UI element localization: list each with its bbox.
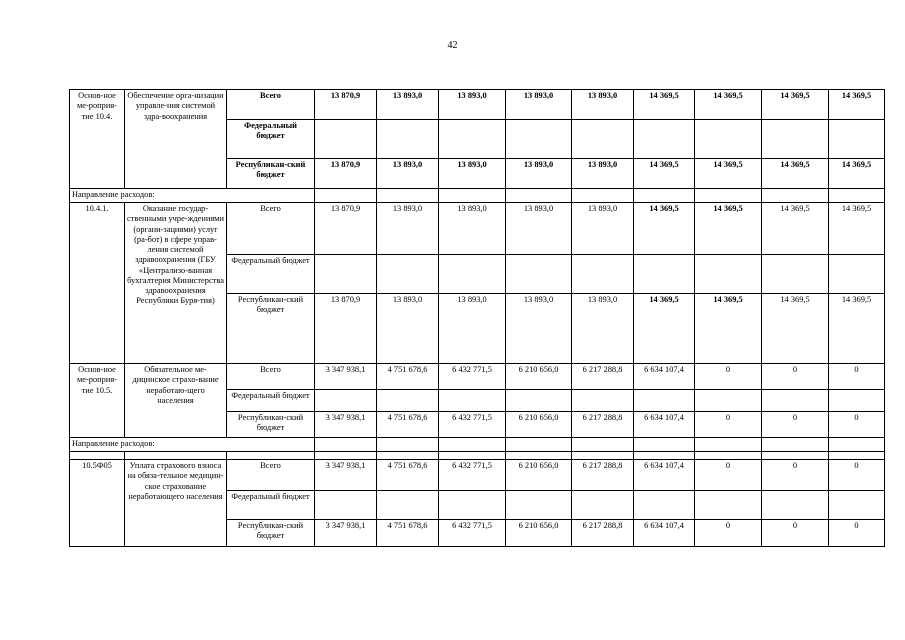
value-federal xyxy=(439,120,506,159)
value-total: 14 369,5 xyxy=(829,90,885,120)
table-row-direction xyxy=(70,438,885,452)
value-republican: 0 xyxy=(695,412,762,438)
value-total: 13 870,9 xyxy=(315,90,377,120)
value-total: 14 369,5 xyxy=(695,90,762,120)
value-republican: 6 634 107,4 xyxy=(634,412,695,438)
value-total: 13 893,0 xyxy=(439,203,506,255)
row-label-total: Всего xyxy=(227,90,315,120)
value-republican: 13 893,0 xyxy=(377,294,439,364)
table-row xyxy=(70,90,885,120)
empty-cell xyxy=(762,189,829,203)
value-federal xyxy=(506,255,572,294)
value-federal xyxy=(695,255,762,294)
value-total: 6 210 656,0 xyxy=(506,460,572,491)
table-row xyxy=(70,364,885,390)
value-federal xyxy=(506,120,572,159)
row-label-total: Всего xyxy=(227,460,315,491)
value-republican: 0 xyxy=(762,520,829,547)
value-federal xyxy=(695,120,762,159)
row-label-federal: Федеральный бюджет xyxy=(227,120,315,159)
value-total: 13 893,0 xyxy=(572,203,634,255)
value-total: 14 369,5 xyxy=(634,203,695,255)
value-total: 13 893,0 xyxy=(506,90,572,120)
empty-cell xyxy=(572,438,634,452)
row-label-republican: Республикан-ский бюджет xyxy=(227,412,315,438)
empty-cell xyxy=(125,452,227,460)
measure-code: 10.4.1. xyxy=(70,203,125,364)
row-label-republican: Республикан-ский бюджет xyxy=(227,520,315,547)
value-republican: 6 217 288,8 xyxy=(572,520,634,547)
value-republican: 6 432 771,5 xyxy=(439,412,506,438)
empty-cell xyxy=(829,452,885,460)
value-federal xyxy=(762,491,829,520)
value-total: 3 347 938,1 xyxy=(315,460,377,491)
value-federal xyxy=(572,120,634,159)
empty-cell xyxy=(506,189,572,203)
value-total: 6 634 107,4 xyxy=(634,460,695,491)
measure-code: Основ-ное ме-роприя-тие 10.4. xyxy=(70,90,125,189)
table-row xyxy=(70,203,885,255)
empty-cell xyxy=(439,438,506,452)
value-republican: 13 870,9 xyxy=(315,159,377,189)
direction-label: Направление расходов: xyxy=(70,189,315,203)
value-total: 13 893,0 xyxy=(506,203,572,255)
empty-cell xyxy=(634,189,695,203)
empty-cell xyxy=(315,452,377,460)
value-total: 0 xyxy=(762,460,829,491)
measure-name: Обязательное ме-дицинское страхо-вание неработаю-щего населения xyxy=(125,364,227,438)
value-federal xyxy=(439,255,506,294)
value-federal xyxy=(829,390,885,412)
empty-cell xyxy=(315,189,377,203)
empty-cell xyxy=(829,438,885,452)
value-federal xyxy=(762,255,829,294)
measure-name: Обеспечение орга-низации управле-ния системой здра-воохранения xyxy=(125,90,227,189)
value-republican: 14 369,5 xyxy=(829,159,885,189)
value-federal xyxy=(762,390,829,412)
empty-cell xyxy=(762,438,829,452)
empty-cell xyxy=(695,452,762,460)
value-republican: 13 870,9 xyxy=(315,294,377,364)
value-total: 0 xyxy=(829,364,885,390)
value-total: 3 347 938,1 xyxy=(315,364,377,390)
value-republican: 14 369,5 xyxy=(695,294,762,364)
value-total: 14 369,5 xyxy=(695,203,762,255)
value-republican: 14 369,5 xyxy=(829,294,885,364)
value-federal xyxy=(634,491,695,520)
empty-cell xyxy=(315,438,377,452)
value-total: 6 634 107,4 xyxy=(634,364,695,390)
value-republican: 14 369,5 xyxy=(762,159,829,189)
table-row xyxy=(70,460,885,491)
value-republican: 14 369,5 xyxy=(634,159,695,189)
value-total: 0 xyxy=(762,364,829,390)
value-republican: 6 210 656,0 xyxy=(506,520,572,547)
empty-cell xyxy=(439,452,506,460)
value-republican: 14 369,5 xyxy=(695,159,762,189)
row-label-republican: Республикан-ский бюджет xyxy=(227,159,315,189)
value-total: 13 870,9 xyxy=(315,203,377,255)
row-label-federal: Федеральный бюджет xyxy=(227,491,315,520)
value-federal xyxy=(695,390,762,412)
empty-cell xyxy=(695,438,762,452)
value-total: 13 893,0 xyxy=(377,90,439,120)
value-republican: 13 893,0 xyxy=(506,159,572,189)
value-republican: 14 369,5 xyxy=(762,294,829,364)
empty-cell xyxy=(377,438,439,452)
value-federal xyxy=(572,255,634,294)
measure-code: 10.5Ф05 xyxy=(70,460,125,547)
row-label-total: Всего xyxy=(227,364,315,390)
value-republican: 13 893,0 xyxy=(506,294,572,364)
budget-table xyxy=(69,89,885,547)
value-federal xyxy=(506,390,572,412)
value-federal xyxy=(377,255,439,294)
measure-name: Оказание государ-ственными учре-ждениями (органи-зациями) услуг (ра-бот) в сфере управ-ления системой здравоохранения (ГБУ «Централизо-ванная бухгалтерия Министерства здравоохранения Республики Буря-тия) xyxy=(125,203,227,364)
value-total: 4 751 678,6 xyxy=(377,364,439,390)
value-federal xyxy=(506,491,572,520)
empty-cell xyxy=(695,189,762,203)
value-republican: 6 210 656,0 xyxy=(506,412,572,438)
value-total: 6 210 656,0 xyxy=(506,364,572,390)
value-total: 6 217 288,8 xyxy=(572,460,634,491)
row-label-federal: Федеральный бюджет xyxy=(227,255,315,294)
row-label-federal: Федеральный бюджет xyxy=(227,390,315,412)
value-federal xyxy=(829,491,885,520)
value-federal xyxy=(315,120,377,159)
value-total: 13 893,0 xyxy=(572,90,634,120)
measure-name: Уплата страхового взноса на обяза-тельное медицин-ское страхование неработающего населения xyxy=(125,460,227,547)
value-total: 6 432 771,5 xyxy=(439,364,506,390)
value-federal xyxy=(377,120,439,159)
empty-cell xyxy=(506,438,572,452)
value-federal xyxy=(572,491,634,520)
value-republican: 3 347 938,1 xyxy=(315,412,377,438)
empty-cell xyxy=(572,189,634,203)
empty-cell xyxy=(227,452,315,460)
value-total: 6 432 771,5 xyxy=(439,460,506,491)
empty-cell xyxy=(70,452,125,460)
empty-cell xyxy=(377,189,439,203)
value-federal xyxy=(634,120,695,159)
value-republican: 6 217 288,8 xyxy=(572,412,634,438)
value-republican: 0 xyxy=(695,520,762,547)
value-total: 14 369,5 xyxy=(762,203,829,255)
value-republican: 0 xyxy=(829,412,885,438)
value-republican: 0 xyxy=(762,412,829,438)
value-republican: 13 893,0 xyxy=(377,159,439,189)
empty-cell xyxy=(829,189,885,203)
row-label-republican: Республикан-ский бюджет xyxy=(227,294,315,364)
empty-cell xyxy=(634,438,695,452)
value-federal xyxy=(315,491,377,520)
table-row-direction xyxy=(70,189,885,203)
value-total: 13 893,0 xyxy=(439,90,506,120)
value-federal xyxy=(377,390,439,412)
empty-cell xyxy=(634,452,695,460)
value-federal xyxy=(634,390,695,412)
empty-cell xyxy=(439,189,506,203)
empty-cell xyxy=(762,452,829,460)
value-republican: 13 893,0 xyxy=(572,294,634,364)
direction-label: Направление расходов: xyxy=(70,438,315,452)
value-total: 13 893,0 xyxy=(377,203,439,255)
value-total: 4 751 678,6 xyxy=(377,460,439,491)
value-republican: 4 751 678,6 xyxy=(377,412,439,438)
value-republican: 4 751 678,6 xyxy=(377,520,439,547)
value-total: 14 369,5 xyxy=(634,90,695,120)
value-federal xyxy=(829,120,885,159)
budget-table-body xyxy=(70,90,885,547)
row-label-total: Всего xyxy=(227,203,315,255)
value-republican: 0 xyxy=(829,520,885,547)
empty-cell xyxy=(377,452,439,460)
empty-cell xyxy=(572,452,634,460)
value-total: 0 xyxy=(695,364,762,390)
value-federal xyxy=(695,491,762,520)
value-federal xyxy=(439,390,506,412)
value-republican: 13 893,0 xyxy=(572,159,634,189)
value-federal xyxy=(572,390,634,412)
table-row-blank xyxy=(70,452,885,460)
page-number: 42 xyxy=(447,40,458,51)
value-federal xyxy=(762,120,829,159)
value-republican: 6 432 771,5 xyxy=(439,520,506,547)
value-federal xyxy=(315,390,377,412)
value-total: 0 xyxy=(695,460,762,491)
value-republican: 6 634 107,4 xyxy=(634,520,695,547)
value-total: 6 217 288,8 xyxy=(572,364,634,390)
value-republican: 14 369,5 xyxy=(634,294,695,364)
value-total: 14 369,5 xyxy=(829,203,885,255)
value-total: 14 369,5 xyxy=(762,90,829,120)
value-total: 0 xyxy=(829,460,885,491)
value-federal xyxy=(315,255,377,294)
value-republican: 3 347 938,1 xyxy=(315,520,377,547)
value-republican: 13 893,0 xyxy=(439,159,506,189)
value-federal xyxy=(377,491,439,520)
empty-cell xyxy=(506,452,572,460)
value-federal xyxy=(829,255,885,294)
value-federal xyxy=(439,491,506,520)
measure-code: Основ-ное ме-роприя-тие 10.5. xyxy=(70,364,125,438)
value-republican: 13 893,0 xyxy=(439,294,506,364)
value-federal xyxy=(634,255,695,294)
